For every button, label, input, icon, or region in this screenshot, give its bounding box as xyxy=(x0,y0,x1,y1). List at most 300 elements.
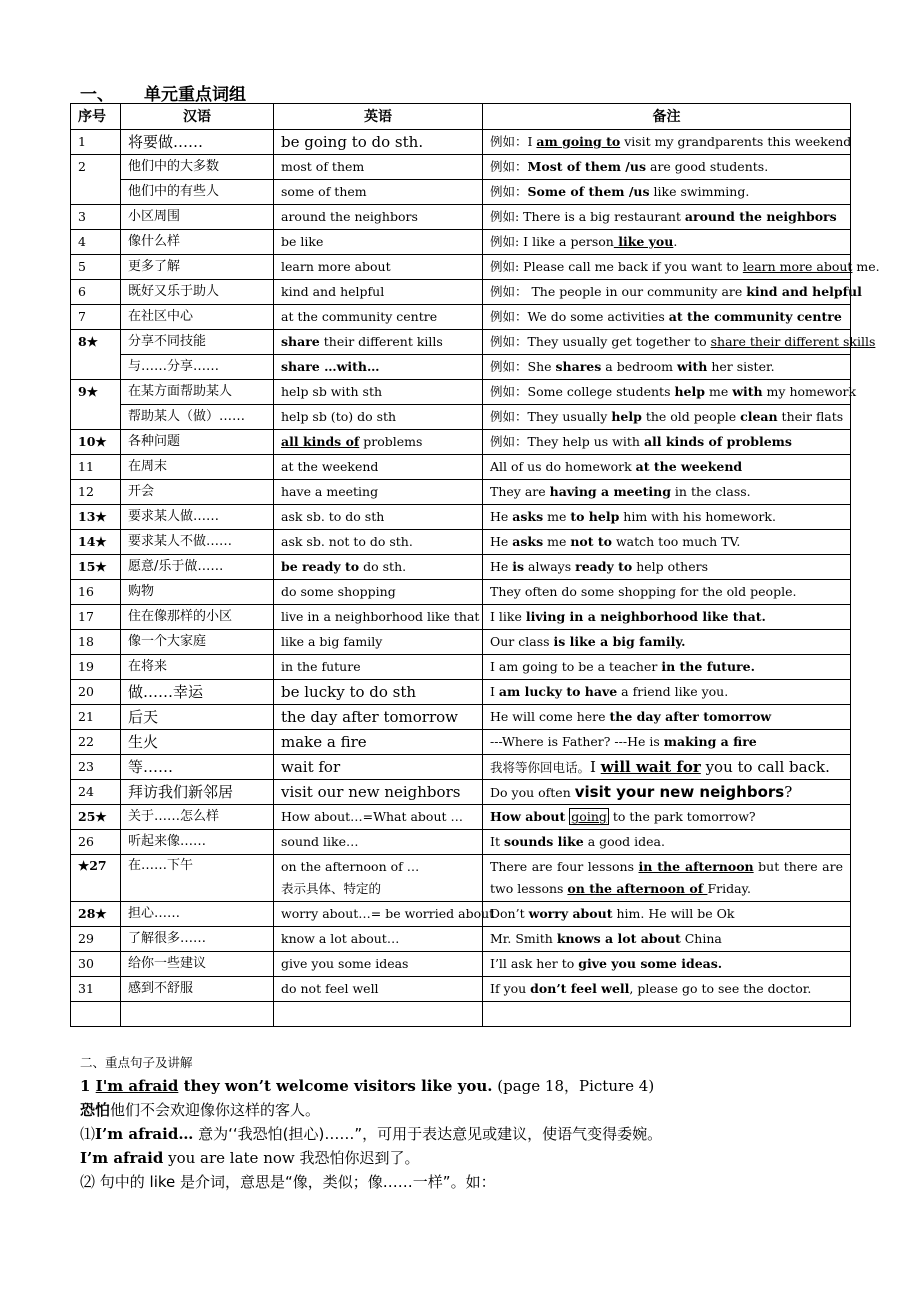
cell-chinese: 他们中的大多数 xyxy=(121,155,274,180)
cell-seq: 7 xyxy=(71,305,121,330)
text-run: on the afternoon of xyxy=(567,881,708,896)
text-run: I xyxy=(490,684,499,699)
text-run: They are xyxy=(490,484,550,499)
text-run: their flats xyxy=(777,409,844,424)
cell-seq: 20 xyxy=(71,680,121,705)
english-line: on the afternoon of … xyxy=(281,859,420,874)
cell-chinese: 在社区中心 xyxy=(121,305,274,330)
cell-note xyxy=(483,530,851,555)
text-run: give you some ideas. xyxy=(578,956,723,971)
text-run: 例如：We do some activities xyxy=(490,309,669,324)
cell-chinese: 生火 xyxy=(121,730,274,755)
table-row xyxy=(71,977,851,1002)
cell-note xyxy=(483,1002,851,1027)
table-row xyxy=(71,255,851,280)
cell-seq: 9★ xyxy=(71,380,121,430)
cell-note xyxy=(483,555,851,580)
text-run: 他们不会欢迎像你这样的客人。 xyxy=(110,1101,321,1119)
text-run: 例如: There is a big restaurant xyxy=(490,209,685,224)
cell-seq: 30 xyxy=(71,952,121,977)
cell-english: be going to do sth. xyxy=(274,130,483,155)
text-run: ? xyxy=(784,782,793,801)
english-line: 表示具体、特定的 xyxy=(281,881,382,896)
cell-seq: 5 xyxy=(71,255,121,280)
cell-seq: 28★ xyxy=(71,902,121,927)
table-body xyxy=(71,130,880,1027)
text-run: 例如：They usually get together to xyxy=(490,334,711,349)
text-run: visit your new neighbors xyxy=(574,782,785,801)
cell-seq: 10★ xyxy=(71,430,121,455)
cell-english xyxy=(274,355,483,380)
cell-chinese: 在某方面帮助某人 xyxy=(121,380,274,405)
table-row xyxy=(71,380,851,405)
text-run: He will come here xyxy=(490,709,610,724)
text-run: shares xyxy=(555,359,602,374)
table-row xyxy=(71,755,851,780)
table-row xyxy=(71,130,851,155)
text-run: with xyxy=(732,384,763,399)
cell-english xyxy=(274,555,483,580)
cell-note xyxy=(483,480,851,505)
cell-seq: 2 xyxy=(71,155,121,205)
table-row xyxy=(71,805,851,830)
cell-chinese: 给你一些建议 xyxy=(121,952,274,977)
text-run: There are four lessons xyxy=(490,859,639,874)
table-row xyxy=(71,855,851,902)
cell-note xyxy=(483,505,851,530)
cell-chinese: 等…… xyxy=(121,755,274,780)
text-run: not to xyxy=(570,534,612,549)
text-run: They often do some shopping for the old people. xyxy=(490,584,797,599)
table-row xyxy=(71,180,851,205)
cell-seq: 22 xyxy=(71,730,121,755)
text-run: I'm afraid xyxy=(95,1077,179,1095)
text-run: I’m afraid xyxy=(80,1149,164,1167)
cell-english: sound like… xyxy=(274,830,483,855)
text-run: at the community centre xyxy=(668,309,842,324)
cell-note xyxy=(483,355,851,380)
text-run: like swimming. xyxy=(649,184,750,199)
table-row xyxy=(71,952,851,977)
text-run: 例如： xyxy=(490,159,528,174)
text-run: Most of them /us xyxy=(527,159,647,174)
cell-seq: 8★ xyxy=(71,330,121,380)
text-run: If you xyxy=(490,981,531,996)
cell-chinese: 像什么样 xyxy=(121,230,274,255)
cell-english: do some shopping xyxy=(274,580,483,605)
text-run: am going to xyxy=(536,134,621,149)
text-run: , please go to see the doctor. xyxy=(629,981,812,996)
text-run: is like a big family. xyxy=(553,634,686,649)
cell-seq xyxy=(71,1002,121,1027)
cell-english: at the community centre xyxy=(274,305,483,330)
text-run: Don’t xyxy=(490,906,529,921)
text-run: all kinds of xyxy=(281,434,360,449)
text-run: help xyxy=(674,384,705,399)
cell-chinese: 小区周围 xyxy=(121,205,274,230)
text-run: He xyxy=(490,534,513,549)
text-run: ---Where is Father? ---He is xyxy=(490,734,664,749)
text-run: . xyxy=(673,234,678,249)
cell-note xyxy=(483,952,851,977)
cell-note xyxy=(483,780,851,805)
cell-english: learn more about xyxy=(274,255,483,280)
cell-chinese: 感到不舒服 xyxy=(121,977,274,1002)
cell-note xyxy=(483,330,876,355)
text-run: but there are two lessons xyxy=(490,859,843,896)
cell-chinese: 将要做…… xyxy=(121,130,274,155)
cell-seq: 6 xyxy=(71,280,121,305)
cell-english: visit our new neighbors xyxy=(274,780,483,805)
cell-note xyxy=(483,730,851,755)
text-run: It xyxy=(490,834,504,849)
cell-seq: 3 xyxy=(71,205,121,230)
section-title: 单元重点词组 xyxy=(144,85,246,105)
cell-seq: 31 xyxy=(71,977,121,1002)
cell-english: in the future xyxy=(274,655,483,680)
text-run: a friend like you. xyxy=(617,684,729,699)
cell-note xyxy=(483,977,851,1002)
table-row xyxy=(71,455,851,480)
cell-english: live in a neighborhood like that xyxy=(274,605,483,630)
text-run: I am going to be a teacher xyxy=(490,659,662,674)
cell-note xyxy=(483,255,880,280)
cell-english xyxy=(274,1002,483,1027)
cell-chinese: 在将来 xyxy=(121,655,274,680)
table-row xyxy=(71,205,851,230)
cell-chinese: 购物 xyxy=(121,580,274,605)
text-run: 例如: I like a person xyxy=(490,234,614,249)
cell-english: ask sb. to do sth xyxy=(274,505,483,530)
cell-note xyxy=(483,580,851,605)
cell-note xyxy=(483,305,851,330)
text-run: 例如： xyxy=(490,184,528,199)
text-run: the day after tomorrow xyxy=(609,709,772,724)
text-run: share xyxy=(281,334,320,349)
text-run: clean xyxy=(740,409,778,424)
cell-seq: 24 xyxy=(71,780,121,805)
table-row xyxy=(71,305,851,330)
table-row xyxy=(71,530,851,555)
table-row xyxy=(71,230,851,255)
text-run: at the weekend xyxy=(635,459,743,474)
header-chinese: 汉语 xyxy=(121,104,274,130)
cell-english xyxy=(274,330,483,355)
text-run: a bedroom xyxy=(601,359,677,374)
table-header-row xyxy=(71,104,851,130)
header-english: 英语 xyxy=(274,104,483,130)
table-row xyxy=(71,555,851,580)
cell-seq: 11 xyxy=(71,455,121,480)
text-run: they won’t welcome visitors like you. xyxy=(178,1077,493,1095)
header-note: 备注 xyxy=(483,104,851,130)
text-run: don’t feel well xyxy=(530,981,630,996)
cell-seq: ★27 xyxy=(71,855,121,902)
cell-seq: 12 xyxy=(71,480,121,505)
table-row xyxy=(71,155,851,180)
cell-english: do not feel well xyxy=(274,977,483,1002)
cell-chinese: 听起来像…… xyxy=(121,830,274,855)
cell-chinese: 后天 xyxy=(121,705,274,730)
cell-chinese xyxy=(121,1002,274,1027)
text-run: him. He will be Ok xyxy=(612,906,735,921)
text-run: problems xyxy=(359,434,423,449)
text-run: asks xyxy=(512,509,544,524)
text-run: am lucky to have xyxy=(498,684,618,699)
cell-note xyxy=(483,902,851,927)
explanation-line xyxy=(80,1099,320,1120)
cell-note xyxy=(483,705,851,730)
cell-note xyxy=(483,605,851,630)
cell-chinese: 各种问题 xyxy=(121,430,274,455)
cell-seq: 26 xyxy=(71,830,121,855)
cell-chinese: 在周末 xyxy=(121,455,274,480)
text-run: I like xyxy=(490,609,526,624)
text-run: me xyxy=(543,509,571,524)
cell-note xyxy=(483,655,851,680)
text-run: is xyxy=(512,559,525,574)
text-run: 1 xyxy=(80,1077,96,1095)
cell-english: around the neighbors xyxy=(274,205,483,230)
table-row xyxy=(71,680,851,705)
table-row xyxy=(71,505,851,530)
cell-seq: 23 xyxy=(71,755,121,780)
explanation-line xyxy=(80,1171,496,1192)
text-run: watch too much TV. xyxy=(612,534,741,549)
cell-note xyxy=(483,680,851,705)
cell-seq: 18 xyxy=(71,630,121,655)
text-run: help xyxy=(611,409,642,424)
text-run: I’m afraid… xyxy=(95,1125,194,1143)
cell-note xyxy=(483,430,851,455)
cell-english: the day after tomorrow xyxy=(274,705,483,730)
cell-english xyxy=(274,855,483,902)
section-one-heading xyxy=(80,80,246,105)
cell-english: worry about…= be worried about xyxy=(274,902,483,927)
text-run: are good students. xyxy=(646,159,769,174)
text-run: always xyxy=(524,559,576,574)
text-run: the old people xyxy=(641,409,741,424)
cell-seq: 21 xyxy=(71,705,121,730)
text-run: learn more about xyxy=(742,259,853,274)
cell-english xyxy=(274,430,483,455)
cell-seq: 1 xyxy=(71,130,121,155)
table-row xyxy=(71,730,851,755)
cell-chinese: 既好又乐于助人 xyxy=(121,280,274,305)
cell-english: be lucky to do sth xyxy=(274,680,483,705)
cell-note xyxy=(483,927,851,952)
cell-chinese: 与……分享…… xyxy=(121,355,274,380)
text-run: (page 18，Picture 4) xyxy=(492,1077,655,1095)
cell-english: ask sb. not to do sth. xyxy=(274,530,483,555)
text-run: 例如: Please call me back if you want to xyxy=(490,259,743,274)
cell-english: some of them xyxy=(274,180,483,205)
text-run: with xyxy=(676,359,708,374)
text-run: Our class xyxy=(490,634,554,649)
text-run: will wait for xyxy=(600,757,701,776)
text-run: you are late now xyxy=(163,1149,300,1167)
table-row xyxy=(71,655,851,680)
cell-chinese: 关于……怎么样 xyxy=(121,805,274,830)
cell-chinese: 帮助某人（做）…… xyxy=(121,405,274,430)
table-row xyxy=(71,830,851,855)
table-row xyxy=(71,605,851,630)
cell-seq: 13★ xyxy=(71,505,121,530)
cell-english: help sb (to) do sth xyxy=(274,405,483,430)
text-run: like you xyxy=(613,234,674,249)
cell-note xyxy=(483,855,851,902)
cell-english: like a big family xyxy=(274,630,483,655)
text-run: How about xyxy=(490,809,566,824)
cell-seq: 29 xyxy=(71,927,121,952)
cell-chinese: 担心…… xyxy=(121,902,274,927)
text-run: 例如： The people in our community are xyxy=(490,284,747,299)
cell-english: wait for xyxy=(274,755,483,780)
text-run: do sth. xyxy=(359,559,407,574)
text-run: ready to xyxy=(575,559,633,574)
text-run: going xyxy=(571,809,607,824)
table-row xyxy=(71,780,851,805)
header-seq: 序号 xyxy=(71,104,121,130)
cell-english: most of them xyxy=(274,155,483,180)
text-run: He xyxy=(490,559,513,574)
cell-english: How about…=What about … xyxy=(274,805,483,830)
table-row xyxy=(71,355,851,380)
text-run: 我恐怕你迟到了。 xyxy=(299,1149,420,1167)
cell-english: help sb with sth xyxy=(274,380,483,405)
text-run: I’ll ask her to xyxy=(490,956,579,971)
cell-chinese: 像一个大家庭 xyxy=(121,630,274,655)
table-row xyxy=(71,705,851,730)
text-run: in the class. xyxy=(670,484,751,499)
cell-english: give you some ideas xyxy=(274,952,483,977)
cell-chinese: 要求某人不做…… xyxy=(121,530,274,555)
cell-chinese: 愿意/乐于做…… xyxy=(121,555,274,580)
text-run: All of us do homework xyxy=(490,459,636,474)
text-run: their different kills xyxy=(319,334,443,349)
cell-note xyxy=(483,455,851,480)
text-run: me. xyxy=(852,259,880,274)
cell-english: make a fire xyxy=(274,730,483,755)
text-run: Some of them /us xyxy=(527,184,650,199)
text-run: to the park tomorrow? xyxy=(608,809,756,824)
cell-seq: 19 xyxy=(71,655,121,680)
text-run: you to call back. xyxy=(700,757,830,776)
text-run: share their different skills xyxy=(710,334,876,349)
cell-seq: 15★ xyxy=(71,555,121,580)
cell-note xyxy=(483,805,851,830)
cell-seq: 16 xyxy=(71,580,121,605)
text-run: China xyxy=(680,931,722,946)
text-run: He xyxy=(490,509,513,524)
text-run: her sister. xyxy=(707,359,775,374)
cell-note xyxy=(483,405,851,430)
text-run: living in a neighborhood like that. xyxy=(525,609,766,624)
cell-note xyxy=(483,180,851,205)
cell-chinese: 住在像那样的小区 xyxy=(121,605,274,630)
cell-chinese: 开会 xyxy=(121,480,274,505)
text-run: 例如：She xyxy=(490,359,556,374)
cell-english: be like xyxy=(274,230,483,255)
cell-seq: 14★ xyxy=(71,530,121,555)
text-run: 我将等你回电话。 xyxy=(490,759,591,775)
text-run: Do you often xyxy=(490,784,575,800)
cell-english: have a meeting xyxy=(274,480,483,505)
cell-english: kind and helpful xyxy=(274,280,483,305)
text-run: visit my grandparents this weekend xyxy=(620,134,852,149)
table-row xyxy=(71,927,851,952)
text-run: 例如：They usually xyxy=(490,409,612,424)
text-run: making a fire xyxy=(663,734,757,749)
text-run: 恐怕 xyxy=(80,1101,111,1119)
cell-chinese: 在……下午 xyxy=(121,855,274,902)
cell-note xyxy=(483,755,851,780)
cell-seq: 17 xyxy=(71,605,121,630)
cell-seq: 25★ xyxy=(71,805,121,830)
cell-note xyxy=(483,280,862,305)
cell-note xyxy=(483,380,857,405)
text-run: knows a lot about xyxy=(556,931,681,946)
text-run: help others xyxy=(632,559,708,574)
table-row xyxy=(71,430,851,455)
text-run: to help xyxy=(570,509,620,524)
text-run: my homework xyxy=(762,384,857,399)
cell-chinese: 他们中的有些人 xyxy=(121,180,274,205)
table-row xyxy=(71,330,851,355)
cell-note xyxy=(483,155,851,180)
cell-note xyxy=(483,230,851,255)
cell-english: at the weekend xyxy=(274,455,483,480)
cell-chinese: 要求某人做…… xyxy=(121,505,274,530)
section-number: 一、 xyxy=(80,85,114,105)
text-run: sounds like xyxy=(503,834,584,849)
text-run: me xyxy=(543,534,571,549)
text-run: in the future. xyxy=(661,659,755,674)
vocab-table xyxy=(70,103,880,1027)
text-run: in the afternoon xyxy=(638,859,754,874)
table-row xyxy=(71,480,851,505)
table-row xyxy=(71,1002,851,1027)
text-run: 例如：They help us with xyxy=(490,434,644,449)
cell-chinese: 了解很多…… xyxy=(121,927,274,952)
cell-chinese: 分享不同技能 xyxy=(121,330,274,355)
text-run: ⑵ 句中的 like 是介词，意思是“像，类似；像……一样”。如： xyxy=(80,1173,496,1191)
cell-note xyxy=(483,205,851,230)
text-run: me xyxy=(705,384,733,399)
table-row xyxy=(71,902,851,927)
text-run: share …with… xyxy=(281,359,380,374)
text-run: him with his homework. xyxy=(619,509,776,524)
text-run: 例如：Some college students xyxy=(490,384,675,399)
text-run: all kinds of problems xyxy=(643,434,792,449)
text-run: ⑴ xyxy=(80,1125,96,1143)
cell-chinese: 拜访我们新邻居 xyxy=(121,780,274,805)
text-run: be ready to xyxy=(281,559,360,574)
table-row xyxy=(71,280,851,305)
table-row xyxy=(71,405,851,430)
cell-note xyxy=(483,630,851,655)
explanation-line xyxy=(80,1147,420,1168)
explanation-line xyxy=(80,1075,654,1096)
text-run: having a meeting xyxy=(549,484,671,499)
text-run: asks xyxy=(512,534,544,549)
text-run: a good idea. xyxy=(583,834,665,849)
text-run: worry about xyxy=(528,906,613,921)
text-run: 意为‘‘我恐怕(担心)……”，可用于表达意见或建议，使语气变得委婉。 xyxy=(193,1125,663,1143)
text-run: Friday. xyxy=(707,881,751,896)
cell-seq: 4 xyxy=(71,230,121,255)
text-run: I xyxy=(590,757,601,776)
